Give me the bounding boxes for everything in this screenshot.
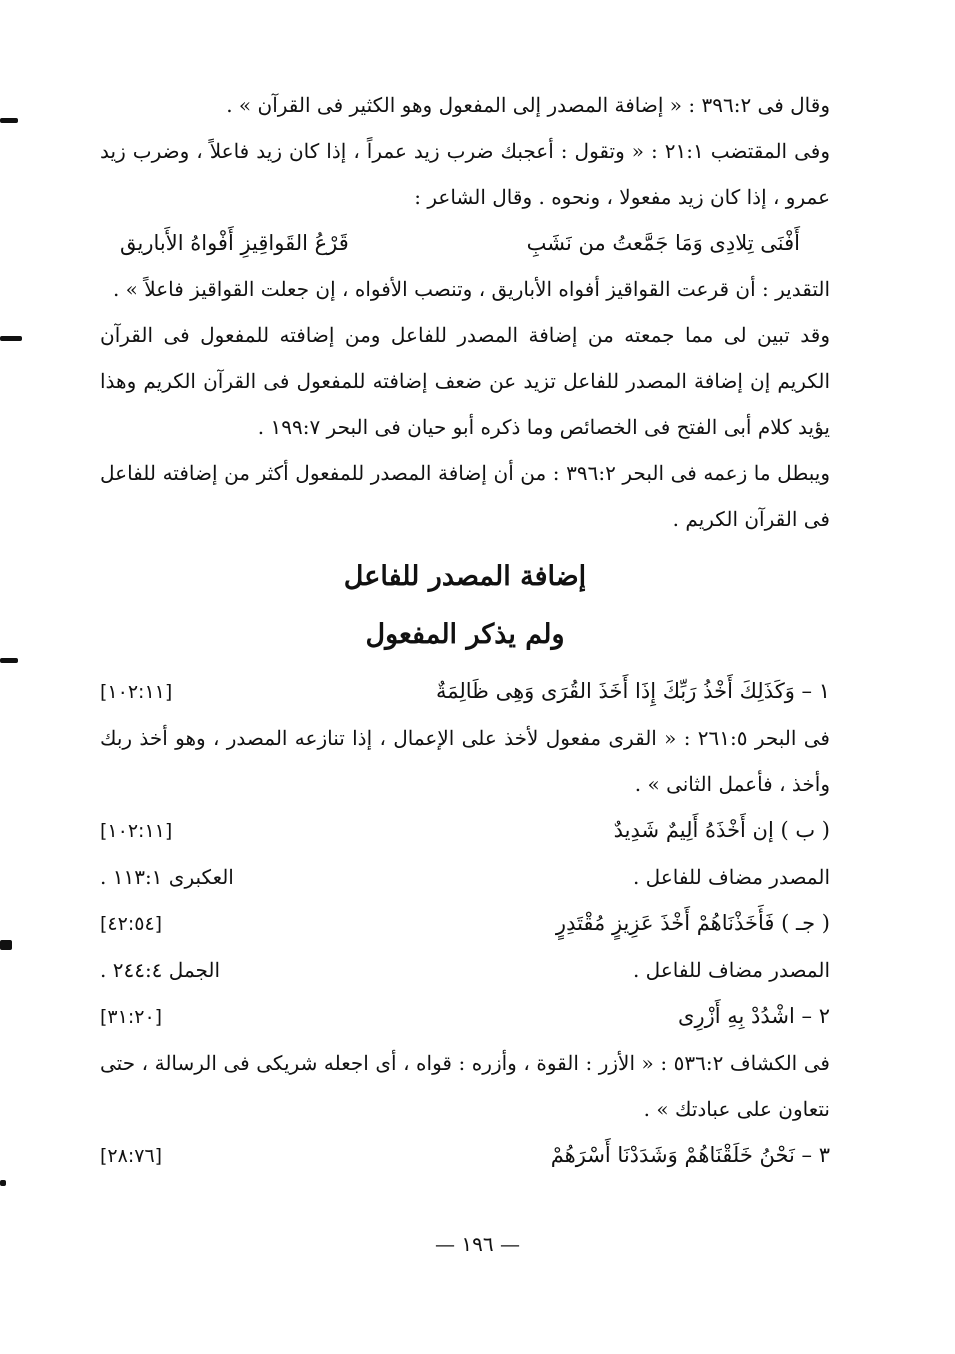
paragraph: وفى المقتضب ٢١:١ : « وتقول : أعجبك ضرب زيد عمراً ، إذا كان زيد فاعلاً ، وضرب زيد عمرو ، إذا كان زيد مفعولا ، ونحوه . وقال الشاعر : xyxy=(100,139,830,209)
note-row xyxy=(100,947,830,993)
source-citation: العكبرى ١١٣:١ . xyxy=(100,865,234,889)
commentary: فى الكشاف ٥٣٦:٢ : « الأزر : القوة ، وأزره : قواه ، أى اجعله شريكى فى الرسالة ، حتى نتعاون على عبادتك » . xyxy=(100,1051,830,1121)
commentary: فى البحر ٢٦١:٥ : « القرى مفعول لأخذ على الإعمال ، إذا تنازعه المصدر ، وهو أخذ ربك وأخذ ، فأعمل الثانى » . xyxy=(100,726,830,796)
ayah-reference: [١٠٢:١١] xyxy=(100,820,173,842)
paragraph: وقال فى ٣٩٦:٢ : « إضافة المصدر إلى المفعول وهو الكثير فى القرآن » . xyxy=(226,93,830,117)
text-column xyxy=(100,82,830,1179)
margin-mark xyxy=(0,336,22,341)
source-citation: الجمل ٢٤٤:٤ . xyxy=(100,958,221,982)
ayah-text: ( جـ ) فَأَخَذْنَاهُمْ أَخْذَ عَزِيزٍ مُقْتَدِرٍ xyxy=(555,911,830,935)
entry-row xyxy=(100,807,830,854)
margin-mark xyxy=(0,658,18,663)
poetry-verse xyxy=(100,220,830,266)
margin-mark xyxy=(0,118,18,123)
ayah-text: ٣ – نَحْنُ خَلَقْنَاهُمْ وَشَدَدْنَا أَسْرَهُمْ xyxy=(550,1143,830,1167)
entry-row xyxy=(100,993,830,1040)
section-heading: إضافة المصدر للفاعل xyxy=(343,561,587,592)
ayah-reference: [٢٨:٧٦] xyxy=(100,1145,163,1167)
ayah-reference: [١٠٢:١١] xyxy=(100,681,173,703)
commentary: المصدر مضاف للفاعل . xyxy=(632,865,830,889)
ayah-reference: [٤٢:٥٤] xyxy=(100,913,163,935)
margin-mark xyxy=(0,940,12,950)
paragraph: التقدير : أن قرعت القواقيز أفواه الأباريق ، وتنصب الأفواه ، إن جعلت القواقيز فاعلاً » . xyxy=(112,277,830,301)
margin-mark xyxy=(0,1180,6,1186)
entry-row xyxy=(100,668,830,715)
ayah-text: ٢ – اشْدُدْ بِهِ أَزْرِى xyxy=(678,1004,830,1028)
paragraph: ويبطل ما زعمه فى البحر ٣٩٦:٢ : من أن إضافة المصدر للمفعول أكثر من إضافته للفاعل فى القرآن الكريم . xyxy=(100,461,830,531)
ayah-text: ( ب ) إن أَخْذَهُ أَلِيمٌ شَدِيدٌ xyxy=(613,818,830,842)
page-number: — ١٩٦ — xyxy=(435,1232,520,1256)
entry-row xyxy=(100,900,830,947)
entry-row xyxy=(100,1132,830,1179)
commentary: المصدر مضاف للفاعل . xyxy=(632,958,830,982)
verse-first-hemistich: أَفْنَى تِلادِى وَمَا جَمَّعتُ من نَشَبِ xyxy=(526,231,800,255)
ayah-reference: [٣١:٢٠] xyxy=(100,1006,163,1028)
section-subheading: ولم يذكر المفعول xyxy=(365,619,565,650)
verse-second-hemistich: قَرْعُ القَواقِيزِ أَفْواهُ الأَباريق xyxy=(120,231,349,255)
note-row xyxy=(100,854,830,900)
paragraph: وقد تبين لى مما جمعته من إضافة المصدر للفاعل ومن إضافته للمفعول فى القرآن الكريم إن إضافة المصدر للفاعل تزيد عن ضعف إضافته للمفعول فى القرآن الكريم وهذا يؤيد كلام أبى الفتح فى الخصائص وما ذكره أبو حيان فى البحر ١٩٩:٧ . xyxy=(100,323,830,439)
ayah-text: ١ – وَكَذَلِكَ أَخْذُ رَبِّكَ إِذَا أَخَذَ القُرَى وَهِى ظَالِمَةٌ xyxy=(435,679,830,703)
